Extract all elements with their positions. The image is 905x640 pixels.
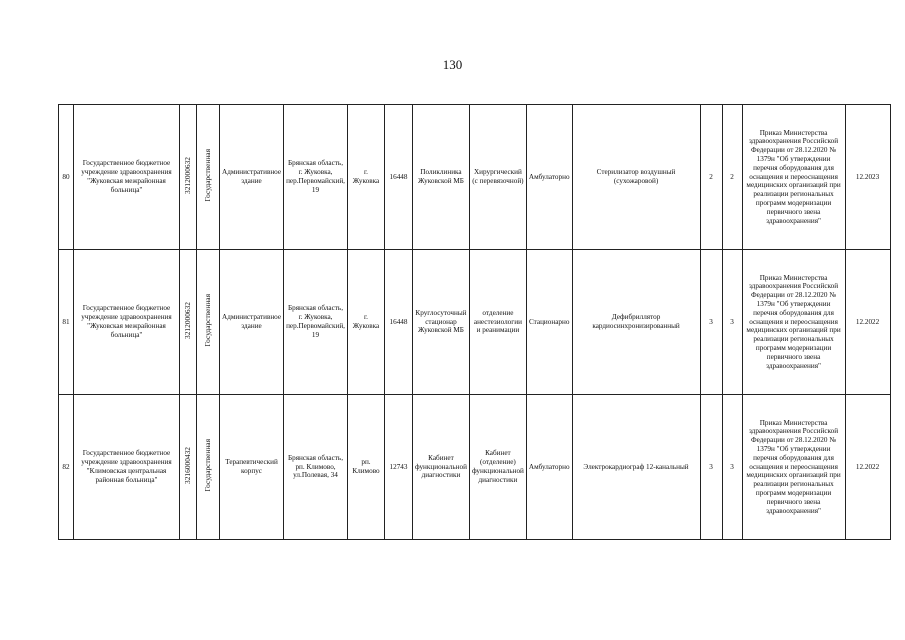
table-row (59, 395, 891, 540)
date-cell: 12.2022 (845, 395, 890, 540)
address-cell: Брянская область, г. Жуковка, пер.Первомайский, 19 (284, 250, 348, 395)
qty-b-cell: 3 (722, 250, 742, 395)
qty-b-cell: 2 (722, 105, 742, 250)
equipment-table (58, 104, 891, 540)
department-cell: Кабинет (отделение) функциональной диагностики (469, 395, 526, 540)
equipment-cell: Дефибриллятор кардиосинхронизированный (572, 250, 700, 395)
care-form-cell: Стационарно (526, 250, 572, 395)
department-cell: отделение анестезиологии и реанимации (469, 250, 526, 395)
code-text: 3212000632 (183, 157, 193, 195)
locality-code-cell: 16448 (384, 250, 412, 395)
code-cell (180, 105, 197, 250)
locality-code-cell: 16448 (384, 105, 412, 250)
care-form-cell: Амбулаторно (526, 105, 572, 250)
qty-a-cell: 3 (700, 395, 722, 540)
date-cell: 12.2023 (845, 105, 890, 250)
code-cell (180, 250, 197, 395)
code-cell (180, 395, 197, 540)
basis-cell: Приказ Министерства здравоохранения Российской Федерации от 28.12.2020 № 1379н "Об утверждении перечня оборудования для оснащения и переоснащения медицинских организаций при реализации региональных программ модернизации первичного звена здравоохранения" (742, 105, 845, 250)
table-row (59, 250, 891, 395)
qty-a-cell: 3 (700, 250, 722, 395)
qty-a-cell: 2 (700, 105, 722, 250)
department-cell: Хирургический (с перевязочной) (469, 105, 526, 250)
address-cell: Брянская область, рп. Климово, ул.Полевая, 34 (284, 395, 348, 540)
unit-cell: Кабинет функциональной диагностики (412, 395, 469, 540)
equipment-cell: Стерилизатор воздушный (сухожаровой) (572, 105, 700, 250)
row-number: 82 (59, 395, 74, 540)
ownership-cell (197, 395, 220, 540)
page-number: 130 (442, 57, 463, 72)
code-text: 3216000432 (183, 447, 193, 485)
address-cell: Брянская область, г. Жуковка, пер.Первомайский, 19 (284, 105, 348, 250)
equipment-cell: Электрокардиограф 12-канальный (572, 395, 700, 540)
row-number: 81 (59, 250, 74, 395)
locality-cell: г. Жуковка (347, 105, 384, 250)
table-body (59, 105, 891, 540)
ownership-text: Государственная (203, 294, 213, 347)
care-form-cell: Амбулаторно (526, 395, 572, 540)
building-cell: Административное здание (220, 250, 284, 395)
basis-cell: Приказ Министерства здравоохранения Российской Федерации от 28.12.2020 № 1379н "Об утверждении перечня оборудования для оснащения и переоснащения медицинских организаций при реализации региональных программ модернизации первичного звена здравоохранения" (742, 250, 845, 395)
unit-cell: Круглосуточный стационар Жуковской МБ (412, 250, 469, 395)
institution-cell: Государственное бюджетное учреждение здравоохранения "Жуковская межрайонная больница" (74, 250, 180, 395)
building-cell: Административное здание (220, 105, 284, 250)
ownership-cell (197, 105, 220, 250)
institution-cell: Государственное бюджетное учреждение здравоохранения "Жуковская межрайонная больница" (74, 105, 180, 250)
ownership-cell (197, 250, 220, 395)
locality-code-cell: 12743 (384, 395, 412, 540)
qty-b-cell: 3 (722, 395, 742, 540)
locality-cell: рп. Климово (347, 395, 384, 540)
unit-cell: Поликлиника Жуковской МБ (412, 105, 469, 250)
date-cell: 12.2022 (845, 250, 890, 395)
ownership-text: Государственная (203, 439, 213, 492)
institution-cell: Государственное бюджетное учреждение здравоохранения "Климовская центральная районная больница" (74, 395, 180, 540)
locality-cell: г. Жуковка (347, 250, 384, 395)
code-text: 3212000632 (183, 302, 193, 340)
building-cell: Терапевтический корпус (220, 395, 284, 540)
ownership-text: Государственная (203, 149, 213, 202)
table-row (59, 105, 891, 250)
basis-cell: Приказ Министерства здравоохранения Российской Федерации от 28.12.2020 № 1379н "Об утверждении перечня оборудования для оснащения и переоснащения медицинских организаций при реализации региональных программ модернизации первичного звена здравоохранения" (742, 395, 845, 540)
row-number: 80 (59, 105, 74, 250)
